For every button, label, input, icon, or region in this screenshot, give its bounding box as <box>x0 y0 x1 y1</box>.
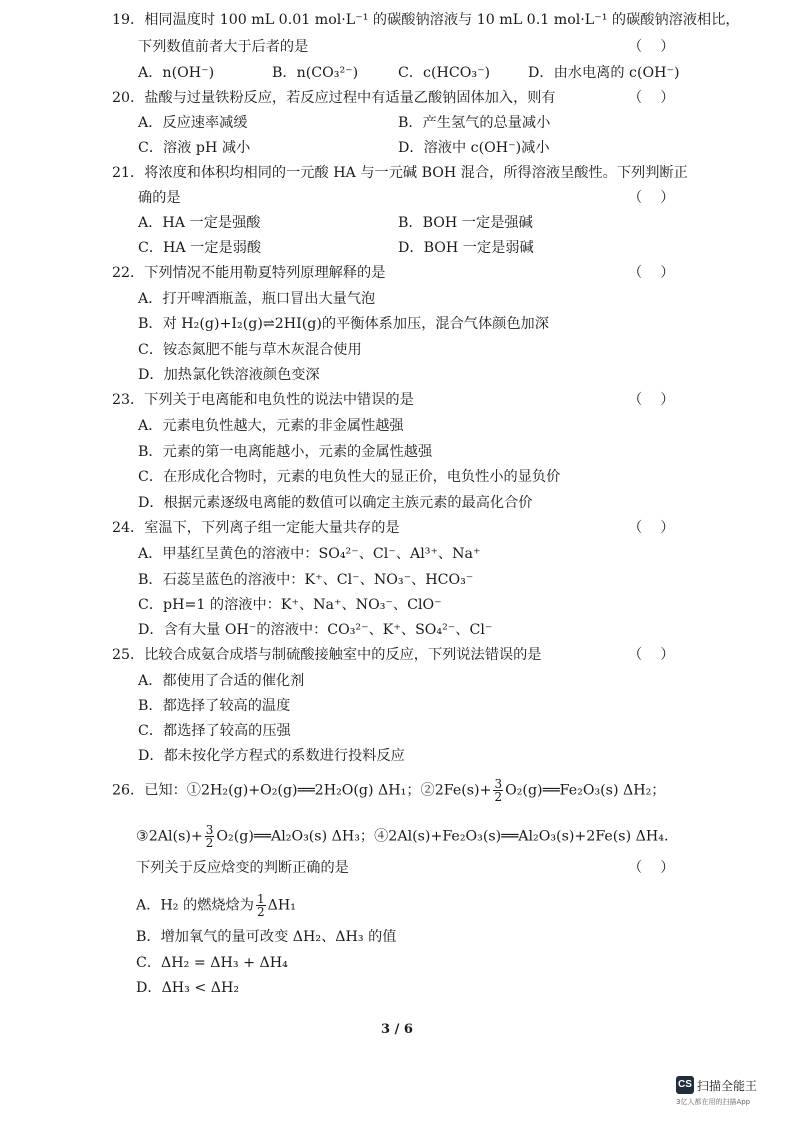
watermark-subtitle: 3亿人都在用的扫描App <box>676 1098 751 1106</box>
q24-option-a: A．甲基红呈黄色的溶液中：SO₄²⁻、Cl⁻、Al³⁺、Na⁺ <box>138 546 481 562</box>
q23-answer-paren: （ ） <box>628 392 675 408</box>
q26-option-a-text: A．H₂ 的燃烧焓为 <box>136 897 254 914</box>
q26-answer-paren: （ ） <box>628 860 675 876</box>
q25-option-a: A．都使用了合适的催化剂 <box>138 673 305 689</box>
q26-given-line2 <box>136 824 668 849</box>
q20-option-c: C．溶液 pH 减小 <box>138 140 251 156</box>
q25-option-c: C．都选择了较高的压强 <box>138 723 291 739</box>
q26-stem: 下列关于反应焓变的判断正确的是 <box>136 860 349 876</box>
q26-given-line1-part2: O₂(g)══Fe₂O₃(s) ΔH₂； <box>505 782 666 799</box>
q22-option-c: C．铵态氮肥不能与草木灰混合使用 <box>138 342 362 358</box>
q20-option-d: D．溶液中 c(OH⁻)减小 <box>398 140 550 156</box>
q21-option-d: D．BOH 一定是弱碱 <box>398 240 534 256</box>
q19-option-b: B．n(CO₃²⁻) <box>272 65 359 81</box>
q19-option-d: D．由水电离的 c(OH⁻) <box>528 65 680 81</box>
q19-stem-line1: 19．相同温度时 100 mL 0.01 mol·L⁻¹ 的碳酸钠溶液与 10 mL 0.1 mol·L⁻¹ 的碳酸钠溶液相比， <box>112 12 740 28</box>
q26-option-a-denominator: 2 <box>256 905 265 919</box>
q23-option-b: B．元素的第一电离能越小，元素的金属性越强 <box>138 444 433 460</box>
q19-stem-line2: 下列数值前者大于后者的是 <box>138 39 309 55</box>
q22-option-a: A．打开啤酒瓶盖，瓶口冒出大量气泡 <box>138 291 376 307</box>
camscanner-logo-icon: CS <box>676 1076 694 1094</box>
q26-option-a-numerator: 1 <box>256 892 265 906</box>
q25-answer-paren: （ ） <box>628 647 675 663</box>
q21-stem-line1: 21．将浓度和体积均相同的一元酸 HA 与一元碱 BOH 混合，所得溶液呈酸性。下列判断正 <box>112 165 688 181</box>
q26-fraction-1 <box>493 778 503 803</box>
q22-answer-paren: （ ） <box>628 265 675 281</box>
scanner-watermark <box>676 1076 757 1107</box>
page-number: 3 / 6 <box>381 1022 413 1037</box>
q26-given-line2-part1: ③2Al(s)+ <box>136 828 203 845</box>
q26-option-a-delta: ΔH₁ <box>267 897 296 914</box>
q26-given-line2-part2: O₂(g)══Al₂O₃(s) ΔH₃；④2Al(s)+Fe₂O₃(s)══Al₂O₃(s)+2Fe(s) ΔH₄. <box>216 828 669 845</box>
q19-answer-paren: （ ） <box>628 39 675 55</box>
q22-option-d: D．加热氯化铁溶液颜色变深 <box>138 367 320 383</box>
q26-given-line1 <box>112 778 666 803</box>
q26-option-a-fraction <box>256 893 266 918</box>
q23-stem: 23．下列关于电离能和电负性的说法中错误的是 <box>112 392 414 408</box>
q22-stem: 22．下列情况不能用勒夏特列原理解释的是 <box>112 265 386 281</box>
q21-answer-paren: （ ） <box>628 190 675 206</box>
watermark-name: 扫描全能王 <box>697 1078 758 1093</box>
q24-option-c: C．pH=1 的溶液中：K⁺、Na⁺、NO₃⁻、ClO⁻ <box>138 597 442 613</box>
q20-option-a: A．反应速率减缓 <box>138 115 248 131</box>
q25-stem: 25．比较合成氨合成塔与制硫酸接触室中的反应，下列说法错误的是 <box>112 647 542 663</box>
q26-fraction-2 <box>205 824 215 849</box>
q24-option-b: B．石蕊呈蓝色的溶液中：K⁺、Cl⁻、NO₃⁻、HCO₃⁻ <box>138 572 474 588</box>
q21-option-c: C．HA 一定是弱酸 <box>138 240 262 256</box>
q20-option-b: B．产生氢气的总量减小 <box>398 115 551 131</box>
q21-option-b: B．BOH 一定是强碱 <box>398 215 533 231</box>
q25-option-b: B．都选择了较高的温度 <box>138 698 291 714</box>
q26-fraction-1-denominator: 2 <box>494 790 503 804</box>
q25-option-d: D．都未按化学方程式的系数进行投料反应 <box>138 748 405 764</box>
q26-fraction-2-numerator: 3 <box>205 823 214 837</box>
q23-option-d: D．根据元素逐级电离能的数值可以确定主族元素的最高化合价 <box>138 495 533 511</box>
q23-option-c: C．在形成化合物时，元素的电负性大的显正价，电负性小的显负价 <box>138 469 561 485</box>
q22-option-b: B．对 H₂(g)+I₂(g)⇌2HI(g)的平衡体系加压，混合气体颜色加深 <box>138 316 549 332</box>
q26-fraction-2-denominator: 2 <box>205 836 214 850</box>
q24-answer-paren: （ ） <box>628 520 675 536</box>
q20-stem: 20．盐酸与过量铁粉反应，若反应过程中有适量乙酸钠固体加入，则有 <box>112 90 556 106</box>
q26-fraction-1-numerator: 3 <box>494 777 503 791</box>
q19-option-a: A．n(OH⁻) <box>138 65 215 81</box>
q23-option-a: A．元素电负性越大，元素的非金属性越强 <box>138 418 404 434</box>
q24-stem: 24．室温下，下列离子组一定能大量共存的是 <box>112 520 400 536</box>
q26-given-line1-part1: 26．已知：①2H₂(g)+O₂(g)══2H₂O(g) ΔH₁；②2Fe(s)+ <box>112 782 492 799</box>
q26-option-c: C．ΔH₂ = ΔH₃ + ΔH₄ <box>136 955 288 971</box>
q26-option-a <box>136 893 296 918</box>
q21-stem-line2: 确的是 <box>138 190 181 206</box>
q19-option-c: C．c(HCO₃⁻) <box>398 65 491 81</box>
q20-answer-paren: （ ） <box>628 90 675 106</box>
q24-option-d: D．含有大量 OH⁻的溶液中：CO₃²⁻、K⁺、SO₄²⁻、Cl⁻ <box>138 622 493 638</box>
q26-option-d: D．ΔH₃ < ΔH₂ <box>136 980 240 996</box>
q26-option-b: B．增加氧气的量可改变 ΔH₂、ΔH₃ 的值 <box>136 929 397 945</box>
q21-option-a: A．HA 一定是强酸 <box>138 215 261 231</box>
